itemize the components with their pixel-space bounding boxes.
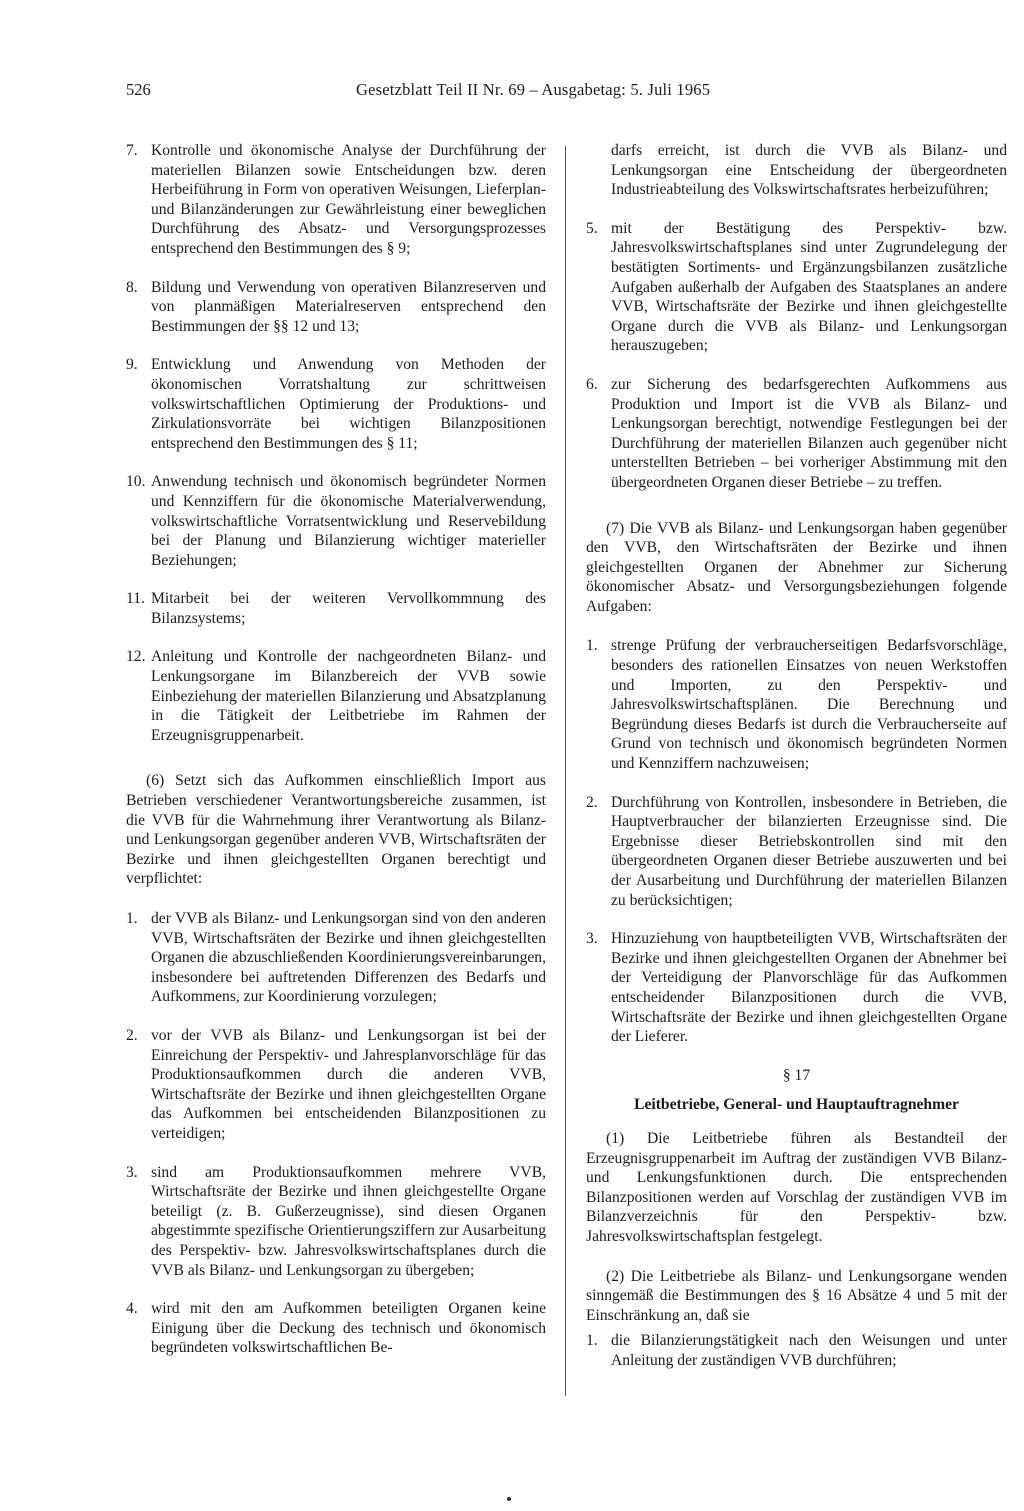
item-number: 2. bbox=[586, 793, 598, 811]
list-item bbox=[126, 1026, 546, 1144]
item-number: 9. bbox=[126, 356, 138, 374]
continuation-text: darfs erreicht, ist durch die VVB als Bilanz- und Lenkungsorgan eine Entscheidung der übergeordneten Industrieabteilung des Volkswirtschaftsrates herbeizuführen; bbox=[611, 142, 1007, 199]
paragraph-7: (7) Die VVB als Bilanz- und Lenkungsorgan haben gegenüber den VVB, den Wirtschaftsräten der Bezirke und ihnen gleichgestellten Organen der Abnehmer zur Sicherung ökonomischer Absatz- und Versorgungsbeziehungen folgende Aufgaben: bbox=[586, 519, 1007, 615]
list-item bbox=[126, 278, 546, 337]
item-text: Bildung und Verwendung von operativen Bilanzreserven und von planmäßigen Materialreserven entsprechend den Bestimmungen der §§ 12 und 13; bbox=[151, 278, 546, 335]
page-number: 526 bbox=[126, 80, 151, 99]
item-text: die Bilanzierungstätigkeit nach den Weisungen und unter Anleitung der zuständigen VVB durchführen; bbox=[611, 1332, 1007, 1369]
item-number: 1. bbox=[126, 910, 138, 927]
item-number: 11. bbox=[126, 590, 145, 608]
print-mark bbox=[507, 1497, 511, 1501]
section-paragraph-2: (2) Die Leitbetriebe als Bilanz- und Lenkungsorgane wenden sinngemäß die Bestimmungen des § 16 Absätze 4 und 5 mit der Einschränkung an, daß sie bbox=[586, 1267, 1007, 1324]
item-number: 2. bbox=[126, 1026, 138, 1044]
paragraph-6: (6) Setzt sich das Aufkommen einschließlich Import aus Betrieben verschiedener Verantwortungsbereiche zusammen, ist die VVB für die Wahrnehmung ihrer Verantwortung als Bilanz- und Lenkungsorgan gegenüber anderen VVB, Wirtschaftsräten der Bezirke und ihnen gleichgestellten Organen berechtigt und verpflichtet: bbox=[126, 772, 546, 888]
item-number: 8. bbox=[126, 278, 138, 296]
item-text: Hinzuziehung von hauptbeteiligten VVB, Wirtschaftsräten der Bezirke und ihnen gleichgestellten Organen der Abnehmer bei der Verteidigung der Planvorschläge für das Aufkommen entscheidender Bilanzpositionen durch die VVB, Wirtschaftsräte der Bezirke und ihnen gleichgestellten Organe der Lieferer. bbox=[611, 930, 1007, 1046]
list-item bbox=[586, 793, 1007, 911]
item-text: der VVB als Bilanz- und Lenkungsorgan sind von den anderen VVB, Wirtschaftsräten der Bezirke und ihnen gleichgestellten Organen die abzuschließenden Koordinierungsvereinbarungen, insbesondere bei auftretenden Differenzen des Bedarfs und Aufkommens, zur Koordinierung vorzulegen; bbox=[151, 910, 546, 1006]
list-item bbox=[586, 929, 1007, 1047]
item-number: 1. bbox=[586, 1332, 598, 1350]
item-number: 1. bbox=[586, 637, 598, 655]
item-number: 6. bbox=[586, 375, 598, 393]
right-column bbox=[586, 141, 1007, 1389]
list-item bbox=[126, 1299, 546, 1358]
item-number: 3. bbox=[126, 1163, 138, 1181]
item-text: Entwicklung und Anwendung von Methoden der ökonomischen Vorratshaltung zur schrittweisen volkswirtschaftlichen Optimierung der Produktions- und Zirkulationsvorräte bei wichtigen Bilanzpositionen entsprechend den Bestimmungen des § 11; bbox=[151, 356, 546, 452]
list-item bbox=[126, 1163, 546, 1281]
list-item bbox=[126, 472, 546, 570]
item-number: 4. bbox=[126, 1300, 138, 1318]
item-text: mit der Bestätigung des Perspektiv- bzw. Jahresvolkswirtschaftsplanes sind unter Zugrundelegung der bestätigten Sortiments- und Ergänzungsbilanzen zusätzliche Aufgaben außerhalb der Aufgaben des Staatsplanes an andere VVB, Wirtschaftsräte der Bezirke und ihnen gleichgestellte Organe durch die VVB als Bilanz- und Lenkungsorgan herauszugeben; bbox=[611, 219, 1007, 355]
list-item bbox=[586, 375, 1007, 493]
list-item bbox=[586, 219, 1007, 356]
section-heading: Leitbetriebe, General- und Hauptauftragnehmer bbox=[634, 1096, 959, 1114]
running-title: Gesetzblatt Teil II Nr. 69 – Ausgabetag: 5. Juli 1965 bbox=[356, 80, 711, 99]
item-text: wird mit den am Aufkommen beteiligten Organen keine Einigung über die Deckung des technisch und ökonomisch begründeten volkswirtschaftlichen Be- bbox=[151, 1300, 546, 1357]
list-item bbox=[586, 636, 1007, 773]
item-text: Mitarbeit bei der weiteren Vervollkommnung des Bilanzsystems; bbox=[151, 590, 546, 627]
item-number: 12. bbox=[126, 648, 146, 666]
item-text: strenge Prüfung der verbraucherseitigen Bedarfsvorschläge, besonders des rationellen Einsatzes von neuen Werkstoffen und Importen, zu den Perspektiv- und Jahresvolkswirtschaftsplänen. Die Berechnung und Begründung dieses Bedarfs ist durch die Verbraucherseite auf Grund von technisch und ökonomisch begründeten Normen und Kennziffern nachzuweisen; bbox=[611, 637, 1007, 773]
list-item bbox=[126, 589, 546, 628]
item-number: 3. bbox=[586, 930, 598, 948]
item-text: vor der VVB als Bilanz- und Lenkungsorgan ist bei der Einreichung der Perspektiv- und Jahresplanvorschläge für das Produktionsaufkommen durch die anderen VVB, Wirtschaftsräte der Bezirke und ihnen gleichgestellten Organe das Aufkommen bei entscheidenden Bilanzpositionen zu verteidigen; bbox=[151, 1026, 546, 1142]
section-paragraph-1: (1) Die Leitbetriebe führen als Bestandteil der Erzeugnisgruppenarbeit im Auftrag der zuständigen VVB Bilanz- und Lenkungsfunktionen durch. Die entsprechenden Bilanzpositionen werden auf Vorschlag der zuständigen VVB im Bilanzverzeichnis für den Perspektiv- bzw. Jahresvolkswirtschaftsplan festgelegt. bbox=[586, 1129, 1007, 1245]
list-item bbox=[586, 1331, 1007, 1370]
section-number: § 17 bbox=[782, 1066, 811, 1084]
item-number: 7. bbox=[126, 142, 138, 159]
item-number: 5. bbox=[586, 219, 598, 237]
item-text: zur Sicherung des bedarfsgerechten Aufkommens aus Produktion und Import ist die VVB als Bilanz- und Lenkungsorgan berechtigt, notwendige Festlegungen bei der Durchführung der materiellen Bilanzen auch gegenüber nicht unterstellten Betrieben – bei vorheriger Abstimmung mit den übergeordneten Organen dieser Betriebe – zu treffen. bbox=[611, 375, 1007, 491]
list-item bbox=[126, 647, 546, 745]
page-header bbox=[126, 80, 786, 106]
item-text: Durchführung von Kontrollen, insbesondere in Betrieben, die Hauptverbraucher der bilanzierten Erzeugnisse sind. Die Ergebnisse dieser Betriebskontrollen sind mit den übergeordneten Organen dieser Betriebe auszuwerten und bei der Ausarbeitung und Durchführung der materiellen Bilanzen zu berücksichtigen; bbox=[611, 793, 1007, 909]
item-text: Anleitung und Kontrolle der nachgeordneten Bilanz- und Lenkungsorgane im Bilanzbereich der VVB sowie Einbeziehung der materiellen Bilanzierung und Absatzplanung in die Tätigkeit der Leitbetriebe im Rahmen der Erzeugnisgruppenarbeit. bbox=[151, 648, 546, 744]
item-number: 10. bbox=[126, 473, 146, 491]
list-item bbox=[126, 909, 546, 1007]
list-item bbox=[126, 355, 546, 453]
left-column bbox=[126, 141, 546, 1377]
item-text: Anwendung technisch und ökonomisch begründeter Normen und Kennziffern für die ökonomische Materialverwendung, volkswirtschaftliche Vorratsentwicklung und Reservebildung bei der Planung und Bilanzierung wichtiger materieller Beziehungen; bbox=[151, 473, 546, 569]
list-item bbox=[126, 141, 546, 259]
column-divider bbox=[565, 146, 566, 1396]
item-text: sind am Produktionsaufkommen mehrere VVB, Wirtschaftsräte der Bezirke und ihnen gleichgestellte Organe beteiligt (z. B. Gußerzeugnisse), sind diesen Organen abgestimmte spezifische Orientierungsziffern zur Ausarbeitung des Perspektiv- bzw. Jahresvolkswirtschaftsplanes durch die VVB als Bilanz- und Lenkungsorgan zu übergeben; bbox=[151, 1163, 546, 1279]
item-text: Kontrolle und ökonomische Analyse der Durchführung der materiellen Bilanzen sowie Entscheidungen bzw. deren Herbeiführung in Form von operativen Weisungen, Lieferplan- und Bilanzänderungen zur Gewährleistung einer beweglichen Durchführung des Absatz- und Versorgungsprozesses entsprechend den Bestimmungen des § 9; bbox=[151, 142, 546, 257]
